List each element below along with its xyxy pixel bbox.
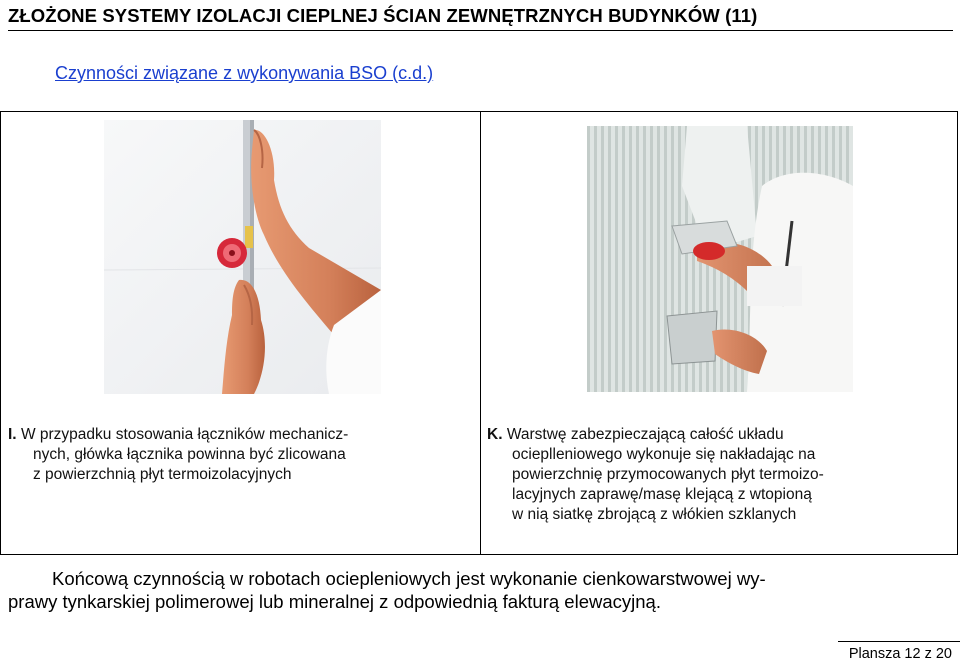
photo-applying-mortar — [587, 126, 853, 392]
caption-line: nych, główka łącznika powinna być zlicowana — [33, 446, 346, 463]
section-subtitle-link[interactable]: Czynności związane z wykonywania BSO (c.d.) — [55, 63, 434, 83]
caption-fasteners — [8, 425, 468, 485]
caption-line: ocieplleniowego wykonuje się nakładając na — [512, 446, 816, 463]
caption-mortar-layer — [487, 425, 947, 525]
caption-letter: K. — [487, 426, 503, 443]
conclusion-line: Końcową czynnością w robotach ociepleniowych jest wykonanie cienkowarstwowej wy- — [52, 568, 766, 589]
page-counter: Plansza 12 z 20 — [848, 646, 952, 662]
footer-rule — [838, 641, 960, 642]
caption-line: w nią siatkę zbrojącą z włókien szklanych — [512, 506, 797, 523]
caption-line: lacyjnych zaprawę/masę klejącą z wtopioną — [512, 486, 812, 503]
caption-line: Warstwę zabezpieczającą całość układu — [506, 426, 784, 443]
caption-line: powierzchnię przymocowanych płyt termoizo- — [512, 466, 824, 483]
caption-line: W przypadku stosowania łączników mechanicz- — [20, 426, 349, 443]
conclusion-paragraph — [8, 567, 958, 613]
page-title: ZŁOŻONE SYSTEMY IZOLACJI CIEPLNEJ ŚCIAN ZEWNĘTRZNYCH BUDYNKÓW (11) — [8, 5, 953, 31]
caption-letter: I. — [8, 426, 17, 443]
conclusion-line: prawy tynkarskiej polimerowej lub mineralnej z odpowiednią fakturą elewacyjną. — [8, 591, 661, 612]
photo-leveling-fasteners — [104, 120, 381, 394]
column-divider — [480, 111, 481, 555]
caption-line: z powierzchnią płyt termoizolacyjnych — [33, 466, 292, 483]
